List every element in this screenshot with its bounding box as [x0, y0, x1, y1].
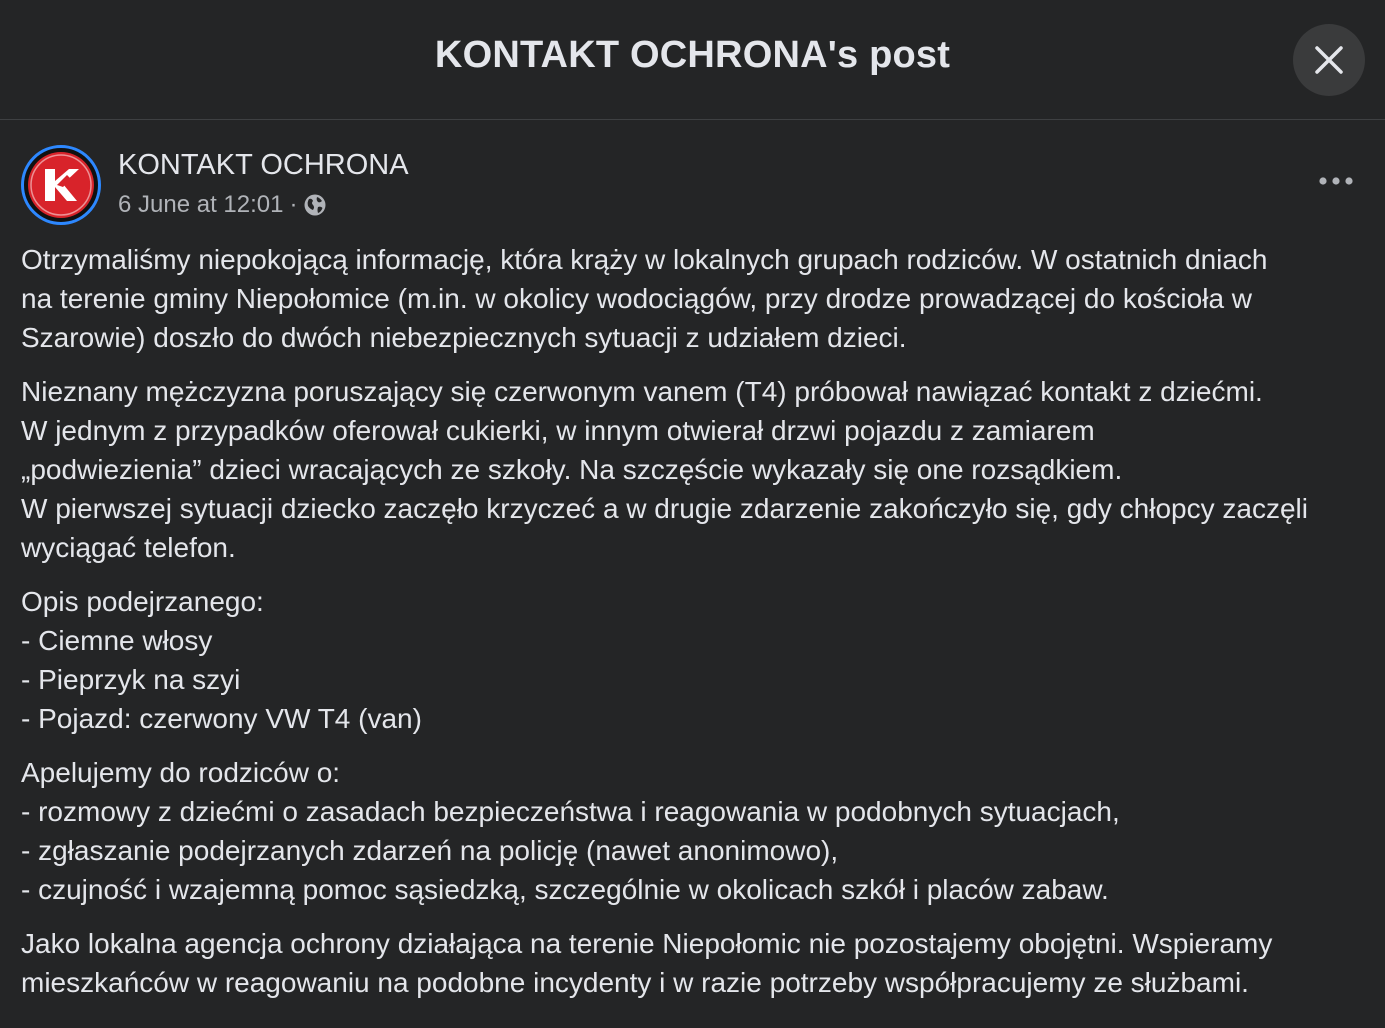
close-icon [1314, 45, 1344, 75]
post-line: Otrzymaliśmy niepokojącą informację, która krąży w lokalnych grupach rodziców. W ostatnich dniach [21, 244, 1268, 275]
post-line: - zgłaszanie podejrzanych zdarzeń na policję (nawet anonimowo), [21, 835, 839, 866]
post-paragraph [21, 372, 1371, 567]
dialog-title: KONTAKT OCHRONA's post [434, 34, 951, 76]
close-button[interactable] [1293, 24, 1365, 96]
post-line: - Pojazd: czerwony VW T4 (van) [21, 703, 422, 734]
post-line: na terenie gminy Niepołomice (m.in. w okolicy wodociągów, przy drodze prowadzącej do kościoła w [21, 283, 1253, 314]
globe-icon [303, 193, 327, 217]
kontakt-ochrona-logo-icon [27, 151, 95, 219]
post-line: wyciągać telefon. [21, 532, 236, 563]
post-line: „podwiezienia” dzieci wracających ze szkoły. Na szczęście wykazały się one rozsądkiem. [21, 454, 1123, 485]
post-line: - Pieprzyk na szyi [21, 664, 241, 695]
meta-separator: · [289, 191, 298, 218]
post-line: - Ciemne włosy [21, 625, 213, 656]
post-line: Opis podejrzanego: [21, 586, 264, 617]
post-text [21, 240, 1371, 1017]
post-meta [118, 191, 327, 219]
post-line: - czujność i wzajemną pomoc sąsiedzką, szczególnie w okolicach szkół i placów zabaw. [21, 874, 1109, 905]
author-name[interactable]: KONTAKT OCHRONA [118, 149, 409, 181]
post-line: Apelujemy do rodziców o: [21, 757, 341, 788]
post-line: mieszkańców w reagowaniu na podobne incydenty i w razie potrzeby współpracujemy ze służbami. [21, 967, 1249, 998]
avatar[interactable] [21, 145, 101, 225]
dialog-header [0, 0, 1385, 120]
more-options-button[interactable] [1306, 159, 1366, 203]
post-line: W pierwszej sytuacji dziecko zaczęło krzyczeć a w drugie zdarzenie zakończyło się, gdy chłopcy zaczęli [21, 493, 1308, 524]
post-paragraph [21, 582, 1371, 738]
post-line: Jako lokalna agencja ochrony działająca na terenie Niepołomic nie pozostajemy obojętni. Wspieramy [21, 928, 1273, 959]
post-paragraph [21, 240, 1371, 357]
post-line: Szarowie) doszło do dwóch niebezpiecznych sytuacji z udziałem dzieci. [21, 322, 907, 353]
post-line: W jednym z przypadków oferował cukierki, w innym otwierał drzwi pojazdu z zamiarem [21, 415, 1095, 446]
more-horizontal-icon [1318, 176, 1354, 186]
post-author-row [21, 145, 1361, 227]
post-line: - rozmowy z dziećmi o zasadach bezpieczeństwa i reagowania w podobnych sytuacjach, [21, 796, 1120, 827]
post-paragraph [21, 753, 1371, 909]
post-timestamp[interactable]: 6 June at 12:01 [118, 191, 284, 218]
post-paragraph [21, 924, 1371, 1002]
post-line: Nieznany mężczyzna poruszający się czerwonym vanem (T4) próbował nawiązać kontakt z dziećmi. [21, 376, 1263, 407]
